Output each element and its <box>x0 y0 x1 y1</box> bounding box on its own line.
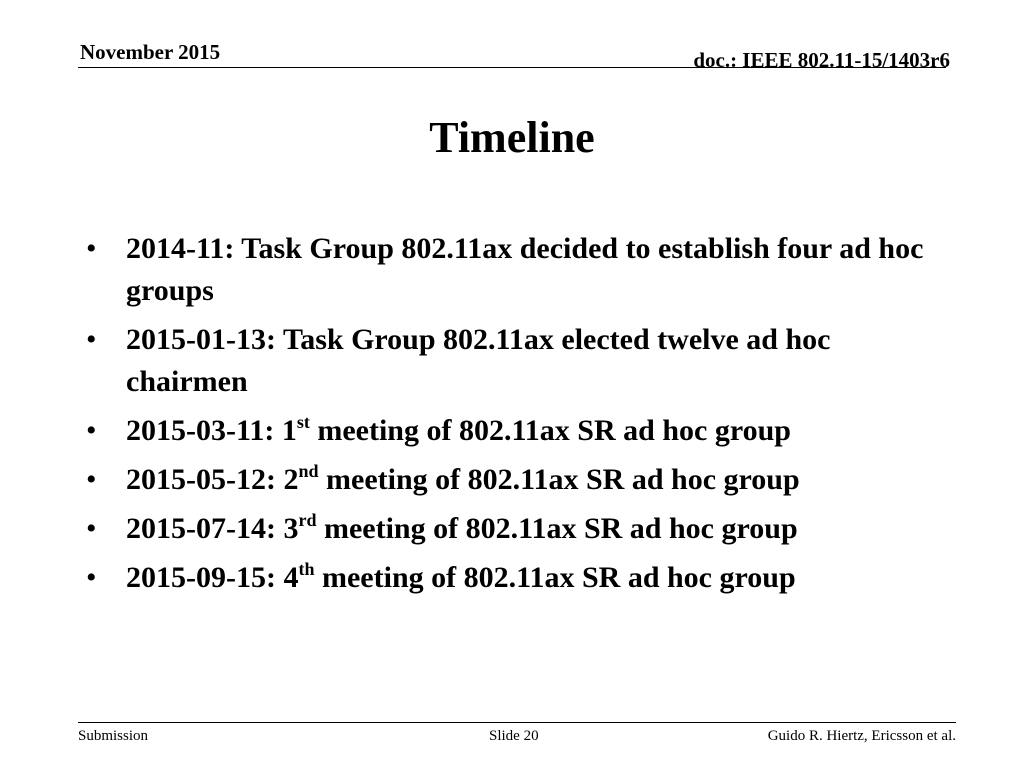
timeline-item <box>84 410 954 452</box>
footer-submission: Submission <box>78 728 149 744</box>
timeline-item-text <box>126 561 796 594</box>
timeline-item-text <box>126 232 923 307</box>
bullet-icon: • <box>86 323 97 356</box>
footer-slide-number: Slide 20 <box>489 728 539 744</box>
bullet-icon: • <box>86 463 97 496</box>
header-date: November 2015 <box>80 40 221 64</box>
timeline-item-ordinal-suffix: st <box>296 412 310 432</box>
timeline-item-ordinal: 4 <box>283 561 299 594</box>
timeline-item <box>84 557 954 599</box>
footer-divider <box>78 722 956 723</box>
timeline-item-description: meeting of 802.11ax SR ad hoc group <box>323 512 798 545</box>
timeline-item-ordinal: 2 <box>283 463 299 496</box>
timeline-item-text <box>126 414 791 447</box>
timeline-item-description: meeting of 802.11ax SR ad hoc group <box>326 463 800 496</box>
timeline-bullet-list <box>84 228 954 606</box>
timeline-item-text <box>126 323 830 398</box>
timeline-item <box>84 319 954 403</box>
bullet-icon: • <box>86 232 97 265</box>
slide-title: Timeline <box>429 113 595 162</box>
timeline-item-ordinal: 1 <box>281 414 297 447</box>
timeline-item-description: Task Group 802.11ax elected twelve ad hoc chairmen <box>126 323 831 398</box>
timeline-item <box>84 508 954 550</box>
timeline-item-description: meeting of 802.11ax SR ad hoc group <box>322 561 796 594</box>
timeline-item <box>84 228 954 312</box>
timeline-item-date: 2015-09-15: <box>126 561 276 594</box>
timeline-item-date: 2015-01-13: <box>126 323 276 356</box>
timeline-item-description: Task Group 802.11ax decided to establish four ad hoc groups <box>126 232 924 307</box>
timeline-item-date: 2015-03-11: <box>126 414 275 447</box>
timeline-item-ordinal-suffix: rd <box>298 510 317 530</box>
bullet-icon: • <box>86 512 97 545</box>
header-divider <box>78 67 946 68</box>
timeline-item-ordinal-suffix: nd <box>298 461 319 481</box>
timeline-item-date: 2015-05-12: <box>126 463 276 496</box>
footer-authors: Guido R. Hiertz, Ericsson et al. <box>767 728 956 744</box>
bullet-icon: • <box>86 414 97 447</box>
timeline-item-description: meeting of 802.11ax SR ad hoc group <box>317 414 791 447</box>
header-doc-id: doc.: IEEE 802.11-15/1403r6 <box>693 48 950 72</box>
timeline-item-date: 2014-11: <box>126 232 235 265</box>
bullet-icon: • <box>86 561 97 594</box>
timeline-item-date: 2015-07-14: <box>126 512 276 545</box>
timeline-item-ordinal: 3 <box>283 512 299 545</box>
timeline-item-text <box>126 512 798 545</box>
timeline-item-ordinal-suffix: th <box>298 559 315 579</box>
timeline-item-text <box>126 463 800 496</box>
timeline-item <box>84 459 954 501</box>
